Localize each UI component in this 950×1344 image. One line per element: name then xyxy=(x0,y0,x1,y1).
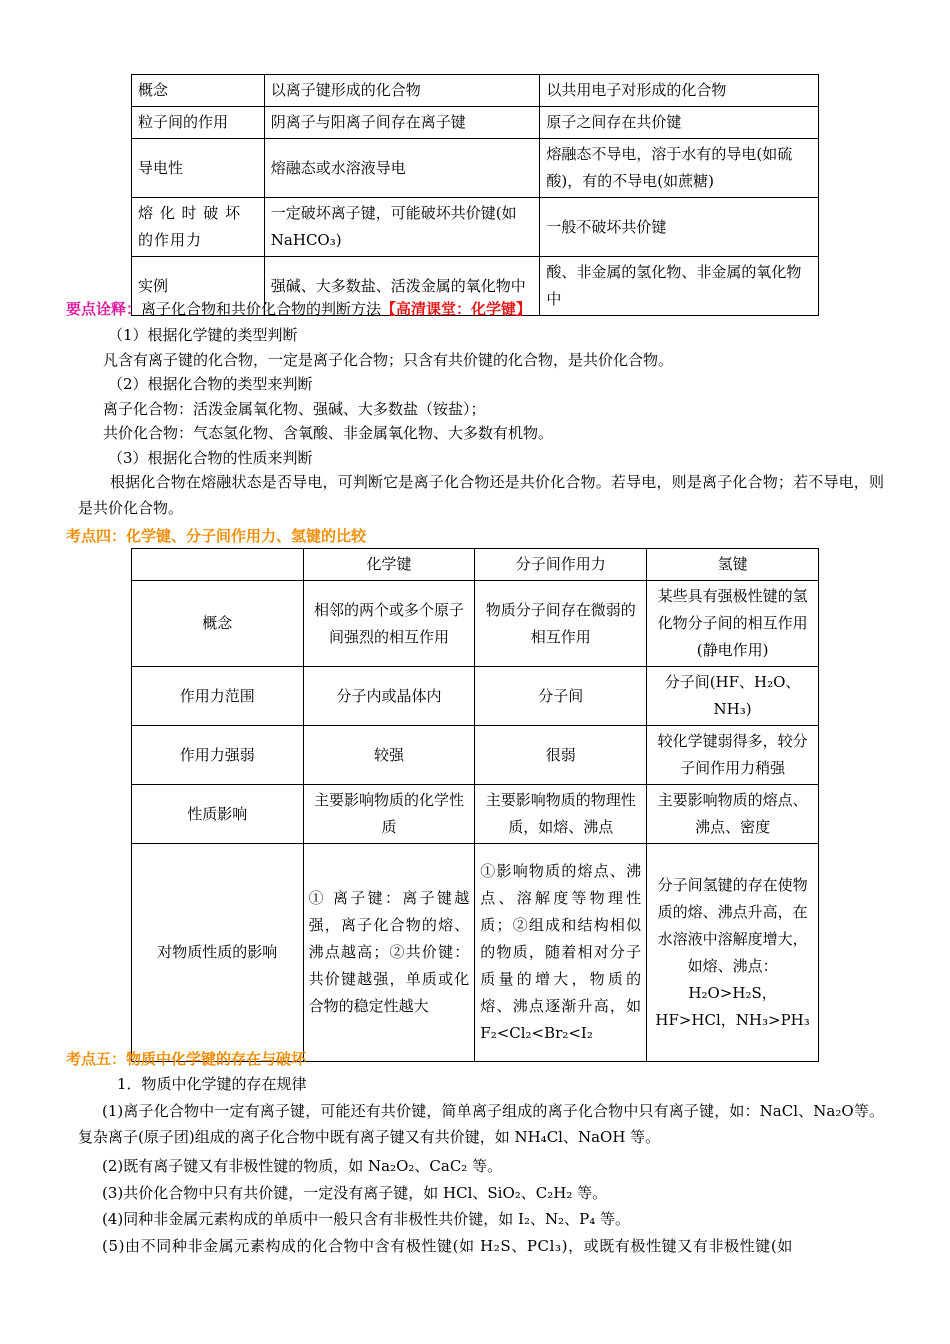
table-cell: 概念 xyxy=(132,581,304,667)
table-cell: 较强 xyxy=(303,726,475,785)
table-cell: 熔融态或水溶液导电 xyxy=(264,139,540,198)
section5-title: 考点五：物质中化学键的存在与破坏 xyxy=(66,1050,307,1068)
table-header-row xyxy=(132,549,819,581)
table-cell: 对物质性质的影响 xyxy=(132,844,304,1062)
table-cell: 以共用电子对形成的化合物 xyxy=(540,75,819,107)
note-p1: （1）根据化学键的类型判断 xyxy=(108,326,298,344)
table-cell: 较化学键弱得多，较分子间作用力稍强 xyxy=(647,726,819,785)
section5-item-4: (4)同种非金属元素构成的单质中一般只含有非极性共价键，如 I₂、N₂、P₄ 等。 xyxy=(102,1210,630,1228)
section5-item-1: (1)离子化合物中一定有离子键，可能还有共价键，简单离子组成的离子化合物中只有离子键，如：NaCl、Na₂O等。复杂离子(原子团)组成的离子化合物中既有离子键又有共价键，如 NH₄Cl、NaOH 等。 xyxy=(78,1102,884,1146)
table-row xyxy=(132,844,819,1062)
table-cell: 分子间 xyxy=(475,667,647,726)
note-tag: 【高清课堂：化学键】 xyxy=(381,300,532,318)
table-row xyxy=(132,667,819,726)
table-cell: 原子之间存在共价键 xyxy=(540,107,819,139)
table-cell: 实例 xyxy=(132,257,265,316)
table-cell: 酸、非金属的氢化物、非金属的氧化物中 xyxy=(540,257,819,316)
note-label: 要点诠释： xyxy=(66,300,142,318)
note-p6: （3）根据化合物的性质来判断 xyxy=(108,449,313,467)
table-cell: 一般不破坏共价键 xyxy=(540,198,819,257)
table-cell: 分子间氢键的存在使物质的熔、沸点升高，在水溶液中溶解度增大，如熔、沸点：H₂O>H₂S，HF>HCl，NH₃>PH₃ xyxy=(647,844,819,1062)
table-row xyxy=(132,139,819,198)
note-p2: 凡含有离子键的化合物，一定是离子化合物；只含有共价键的化合物，是共价化合物。 xyxy=(103,351,674,369)
table-cell: 分子间(HF、H₂O、NH₃) xyxy=(647,667,819,726)
table-cell: 主要影响物质的熔点、沸点、密度 xyxy=(647,785,819,844)
bond-force-comparison-table xyxy=(131,548,819,1062)
table-cell: 相邻的两个或多个原子间强烈的相互作用 xyxy=(303,581,475,667)
table-cell: 主要影响物质的化学性质 xyxy=(303,785,475,844)
table-cell: 熔融态不导电，溶于水有的导电(如硫酸)，有的不导电(如蔗糖) xyxy=(540,139,819,198)
table-cell: 分子内或晶体内 xyxy=(303,667,475,726)
table-cell: 作用力范围 xyxy=(132,667,304,726)
table-row xyxy=(132,198,819,257)
section4-title: 考点四：化学键、分子间作用力、氢键的比较 xyxy=(66,527,367,545)
note-p4: 离子化合物：活泼金属氧化物、强碱、大多数盐（铵盐）； xyxy=(103,400,486,418)
table-cell: 熔 化 时 破 坏 的作用力 xyxy=(132,198,265,257)
table-cell: 一定破坏离子键，可能破坏共价键(如 NaHCO₃) xyxy=(264,198,540,257)
table-row xyxy=(132,726,819,785)
note-p3: （2）根据化合物的类型来判断 xyxy=(108,375,313,393)
table-cell: 某些具有强极性键的氢化物分子间的相互作用(静电作用) xyxy=(647,581,819,667)
table-header xyxy=(132,549,304,581)
compound-comparison-table xyxy=(131,74,819,316)
section5-heading: 1．物质中化学键的存在规律 xyxy=(117,1075,307,1093)
table-row xyxy=(132,785,819,844)
section5-item-2: (2)既有离子键又有非极性键的物质，如 Na₂O₂、CaC₂ 等。 xyxy=(102,1157,503,1175)
note-p7: 根据化合物在熔融状态是否导电，可判断它是离子化合物还是共价化合物。若导电，则是离子化合物；若不导电，则是共价化合物。 xyxy=(78,473,884,517)
table-cell: 导电性 xyxy=(132,139,265,198)
table-cell: ① 离子键：离子键越强，离子化合物的熔、沸点越高；②共价键：共价键越强，单质或化合物的稳定性越大 xyxy=(303,844,475,1062)
note-text: 离子化合物和共价化合物的判断方法 xyxy=(141,300,382,318)
table-cell: 强碱、大多数盐、活泼金属的氧化物中 xyxy=(264,257,540,316)
table-header: 化学键 xyxy=(303,549,475,581)
table-row xyxy=(132,107,819,139)
table-cell: 物质分子间存在微弱的相互作用 xyxy=(475,581,647,667)
table-header: 氢键 xyxy=(647,549,819,581)
table-cell: 很弱 xyxy=(475,726,647,785)
table-cell: 以离子键形成的化合物 xyxy=(264,75,540,107)
table-cell: 作用力强弱 xyxy=(132,726,304,785)
table-cell: ①影响物质的熔点、沸点、溶解度等物理性质；②组成和结构相似的物质，随着相对分子质量的增大，物质的熔、沸点逐渐升高，如F₂<Cl₂<Br₂<I₂ xyxy=(475,844,647,1062)
table-cell: 性质影响 xyxy=(132,785,304,844)
section5-item-5: (5)由不同种非金属元素构成的化合物中含有极性键(如 H₂S、PCl₃)，或既有极性键又有非极性键(如 xyxy=(102,1237,793,1255)
note-p5: 共价化合物：气态氢化物、含氧酸、非金属氧化物、大多数有机物。 xyxy=(103,424,554,442)
table-cell: 阴离子与阳离子间存在离子键 xyxy=(264,107,540,139)
table-cell: 主要影响物质的物理性质，如熔、沸点 xyxy=(475,785,647,844)
section5-item-3: (3)共价化合物中只有共价键，一定没有离子键，如 HCl、SiO₂、C₂H₂ 等。 xyxy=(102,1184,608,1202)
table-cell: 粒子间的作用 xyxy=(132,107,265,139)
note-heading xyxy=(66,296,531,322)
table-row xyxy=(132,581,819,667)
table-row xyxy=(132,75,819,107)
table-header: 分子间作用力 xyxy=(475,549,647,581)
table-cell: 概念 xyxy=(132,75,265,107)
